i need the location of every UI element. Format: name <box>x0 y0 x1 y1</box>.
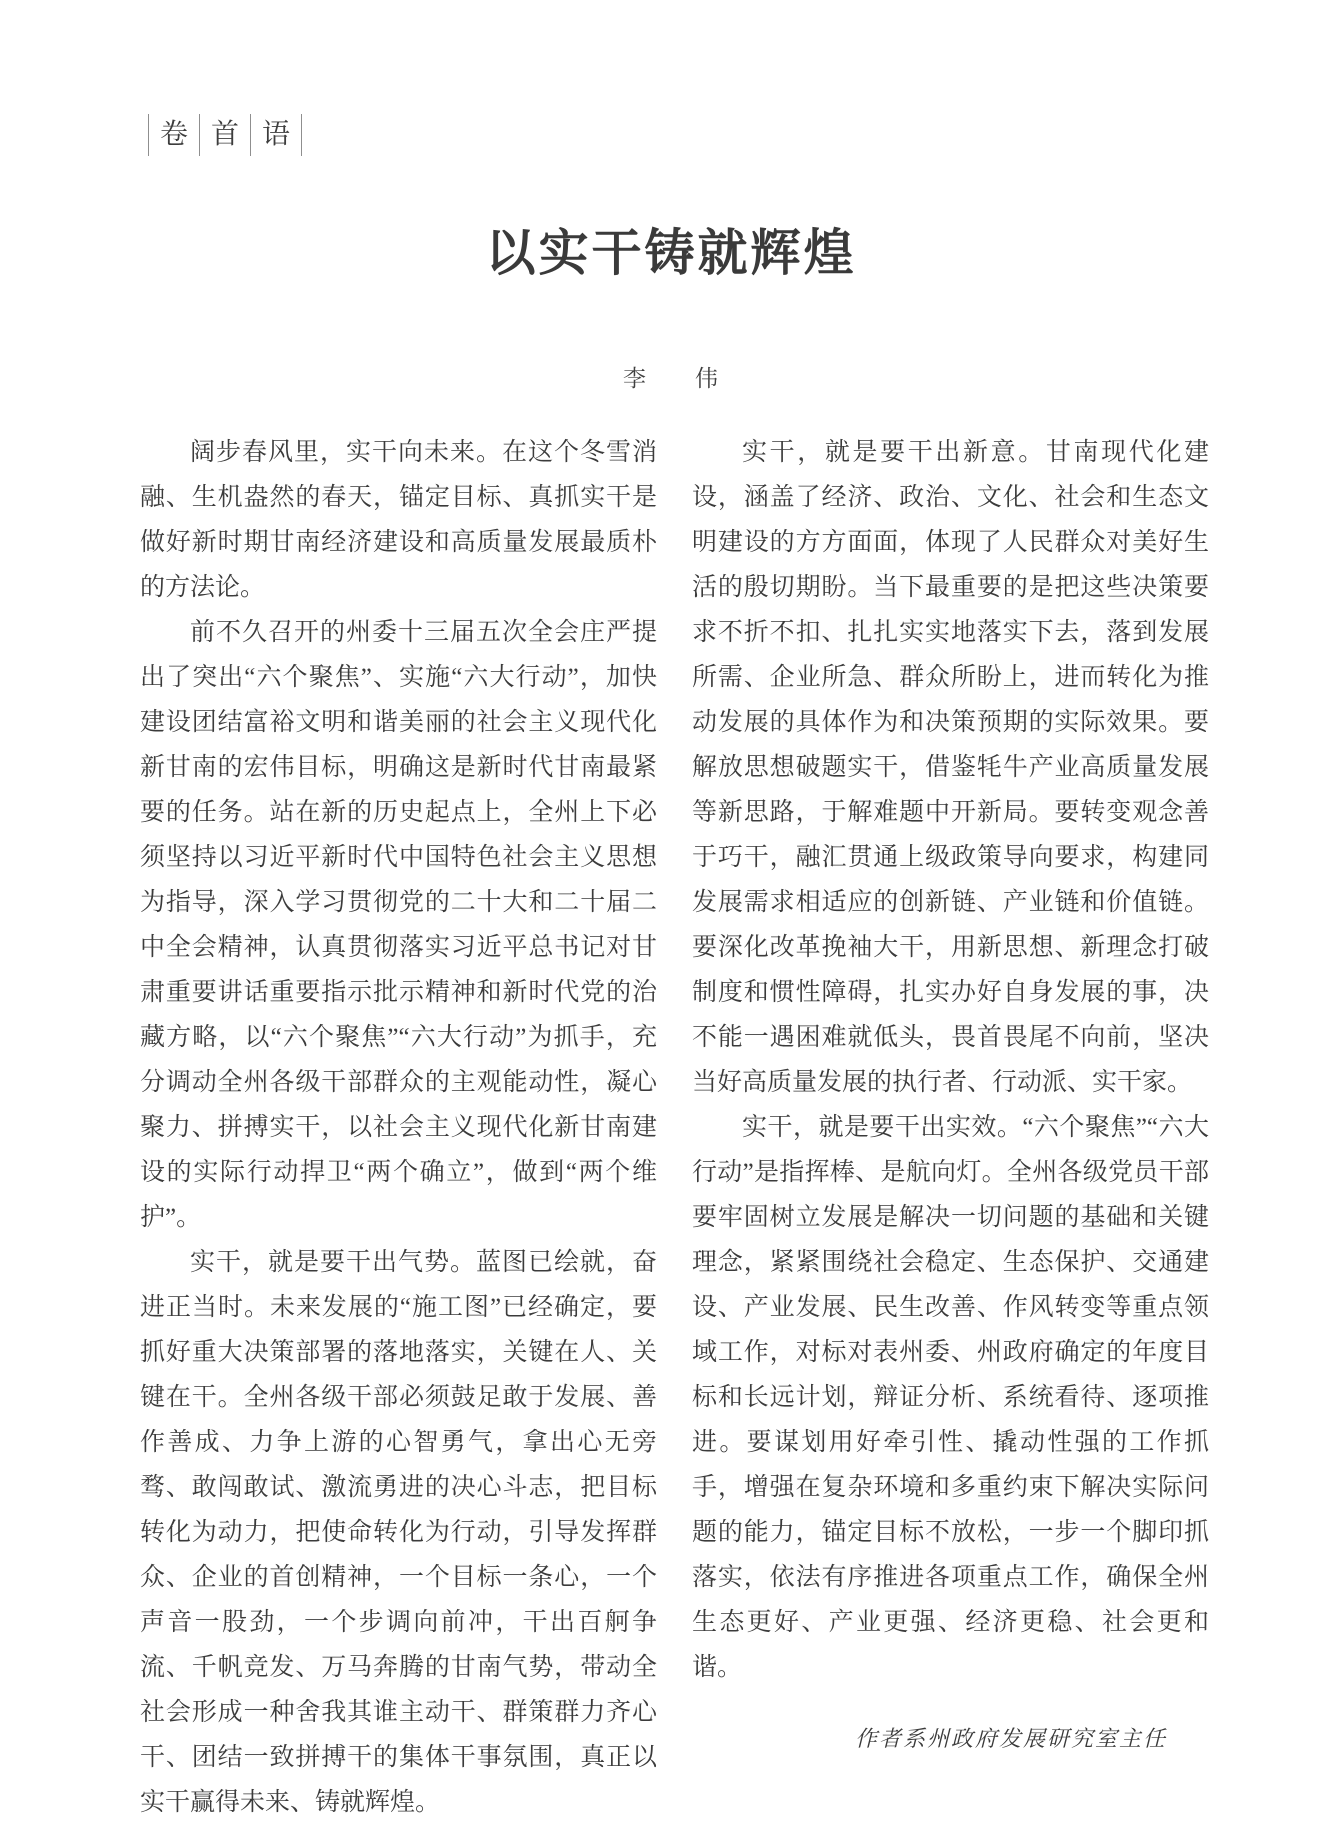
kicker-char: 语 <box>250 114 302 156</box>
paragraph: 前不久召开的州委十三届五次全会庄严提出了突出“六个聚焦”、实施“六大行动”，加快建设团结富裕文明和谐美丽的社会主义现代化新甘南的宏伟目标，明确这是新时代甘南最紧要的任务。站在新的历史起点上，全州上下必须坚持以习近平新时代中国特色社会主义思想为指导，深入学习贯彻党的二十大和二十届二中全会精神，认真贯彻落实习近平总书记对甘肃重要讲话重要指示批示精神和新时代党的治藏方略，以“六个聚焦”“六大行动”为抓手，充分调动全州各级干部群众的主观能动性，凝心聚力、拼搏实干，以社会主义现代化新甘南建设的实际行动捍卫“两个确立”，做到“两个维护”。 <box>140 619 657 1231</box>
paragraph: 阔步春风里，实干向未来。在这个冬雪消融、生机盎然的春天，锚定目标、真抓实干是做好新时期甘南经济建设和高质量发展最质朴的方法论。 <box>140 439 657 601</box>
article-body <box>140 430 1209 1825</box>
paragraph: 实干，就是要干出气势。蓝图已绘就，奋进正当时。未来发展的“施工图”已经确定，要抓好重大决策部署的落地落实，关键在人、关键在干。全州各级干部必须鼓足敢于发展、善作善成、力争上游的心智勇气，拿出心无旁骛、敢闯敢试、激流勇进的决心斗志，把目标转化为动力，把使命转化为行动，引导发挥群众、企业的首创精神，一个目标一条心，一个声音一股劲，一个步调向前冲，干出百舸争流、千帆竞发、万马奔腾的甘南气势，带动全社会形成一种舍我其谁主动干、群策群力齐心干、团结一致拼搏干的集体干事氛围，真正以实干赢得未来、铸就辉煌。 <box>140 1249 657 1816</box>
paragraph: 实干，就是要干出实效。“六个聚焦”“六大行动”是指挥棒、是航向灯。全州各级党员干部要牢固树立发展是解决一切问题的基础和关键理念，紧紧围绕社会稳定、生态保护、交通建设、产业发展、民生改善、作风转变等重点领域工作，对标对表州委、州政府确定的年度目标和长远计划，辩证分析、系统看待、逐项推进。要谋划用好牵引性、撬动性强的工作抓手，增强在复杂环境和多重约束下解决实际问题的能力，锚定目标不放松，一步一个脚印抓落实，依法有序推进各项重点工作，确保全州生态更好、产业更强、经济更稳、社会更和谐。 <box>692 1114 1209 1681</box>
right-column <box>692 430 1209 1825</box>
section-kicker <box>148 114 302 156</box>
paragraph: 实干，就是要干出新意。甘南现代化建设，涵盖了经济、政治、文化、社会和生态文明建设的方方面面，体现了人民群众对美好生活的殷切期盼。当下最重要的是把这些决策要求不折不扣、扎扎实实地落实下去，落到发展所需、企业所急、群众所盼上，进而转化为推动发展的具体作为和决策预期的实际效果。要解放思想破题实干，借鉴牦牛产业高质量发展等新思路，于解难题中开新局。要转变观念善于巧干，融汇贯通上级政策导向要求，构建同发展需求相适应的创新链、产业链和价值链。要深化改革挽袖大干，用新思想、新理念打破制度和惯性障碍，扎实办好自身发展的事，决不能一遇困难就低头，畏首畏尾不向前，坚决当好高质量发展的执行者、行动派、实干家。 <box>692 439 1209 1096</box>
author-name: 李 伟 <box>623 366 719 391</box>
kicker-char: 首 <box>199 114 250 156</box>
kicker-char: 卷 <box>148 114 199 156</box>
author-attribution: 作者系州政府发展研究室主任 <box>854 1726 1167 1751</box>
left-column <box>140 430 657 1825</box>
article-title: 以实干铸就辉煌 <box>485 225 857 281</box>
